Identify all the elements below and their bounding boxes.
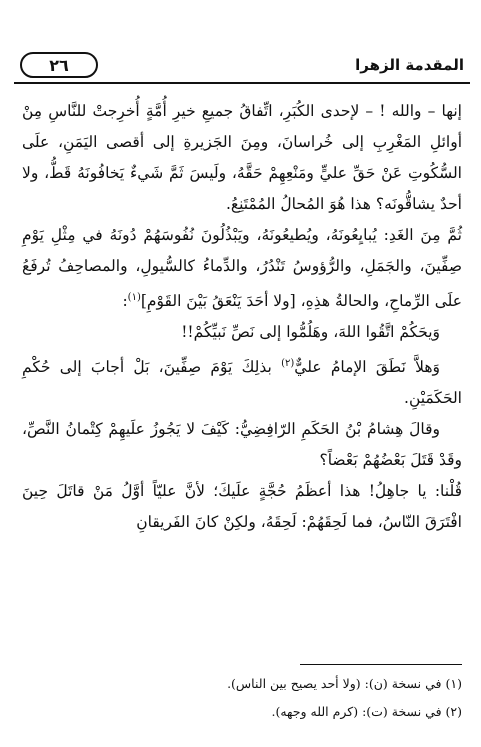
header-rule (14, 82, 470, 84)
paragraph-5: وقالَ هِشامُ بْنُ الحَكَمِ الرّافِضِيُّ: كَيْفَ لا يَجُوزُ علَيهِمْ كِتْمانُ النَّصِّ، وقَدْ قَتَلَ بَعْضُهُمْ بَعْضاً؟ (22, 420, 462, 470)
main-text (22, 96, 462, 538)
footnote-ref-1: (١) (127, 292, 141, 303)
paragraph-1: إنها – والله ! – لإحدى الكُبَرِ، اتِّفاقُ جميعِ خيرِ أُمَّةٍ أُخرِجتْ للنَّاسِ مِنْ أوائلِ المَغْرِبِ إلى خُراسانَ، ومِنَ الجَزيرةِ إلى أقصى اليَمَنِ، علَى السُّكُوتِ عَنْ حَقِّ عليٍّ ومَنْعِهِمْ حَقَّهُ، ولَيسَ ثَمَّ شَيءٌ يَخافُونَهُ قَطُّ، ولا أحدٌ يشاقُّونَه؟ هذا هُوَ المُحالُ المُمْتَنِعُ. (22, 102, 462, 213)
footnotes (22, 670, 462, 726)
footnote-1: (١) في نسخة (ن): (ولا أحد يصيح بين الناس). (227, 676, 462, 691)
page-number-badge: ٢٦ (20, 52, 98, 78)
paragraph-6: قُلْنا: يا جاهِلُ! هذا أعظَمُ حُجَّةٍ علَيكَ؛ لأنَّ عليّاً أوَّلُ مَنْ قاتَلَ حِينَ افْتَرَقَ النّاسُ، فما لَحِقَهُمْ: لَحِقَهُ، ولكِنْ كانَ الفَريقانِ (22, 482, 462, 532)
footnote-2: (٢) في نسخة (ت): (كرم الله وجهه). (271, 704, 462, 719)
paragraph-3: وَيحَكُمْ اتَّقُوا اللهَ، وهَلُمُّوا إلى نَصِّ نَبيِّكُمْ!! (181, 323, 440, 342)
footnote-separator (300, 664, 462, 665)
running-title: المقدمة الزهرا (355, 56, 464, 74)
page-header (14, 48, 470, 84)
paragraph-2-text: ثُمَّ مِنَ الغَدِ: يُبايِعُونَهُ، ويُطيعُونَهُ، ويَبْذُلُونَ نُفُوسَهُمْ دُونَهُ في مِثْلِ يَوْمِ صِفِّينَ، والجَمَلِ، والرُّؤوسُ تَنْدُرُ، والدِّماءُ كالسُّيولِ، والمصاحِفُ تُرفَعُ علَى الرِّماحِ، والحالةُ هذِهِ، [ولا أحَدَ يَنْعَقُ بَيْنَ القَوْمِ] (22, 226, 462, 311)
paragraph-4-text: وَهلاَّ نَطَقَ الإمامُ عليٌّ (294, 358, 440, 377)
paragraph-2-end: : (122, 292, 128, 311)
paragraph-2 (22, 220, 462, 317)
paragraph-4-end: بذلِكَ يَوْمَ صِفِّينَ، بَلْ أجابَ إلى حُكْمِ الحَكَمَيْنِ. (22, 358, 462, 408)
footnote-ref-2: (٢) (281, 358, 295, 370)
paragraph-4 (22, 348, 462, 414)
